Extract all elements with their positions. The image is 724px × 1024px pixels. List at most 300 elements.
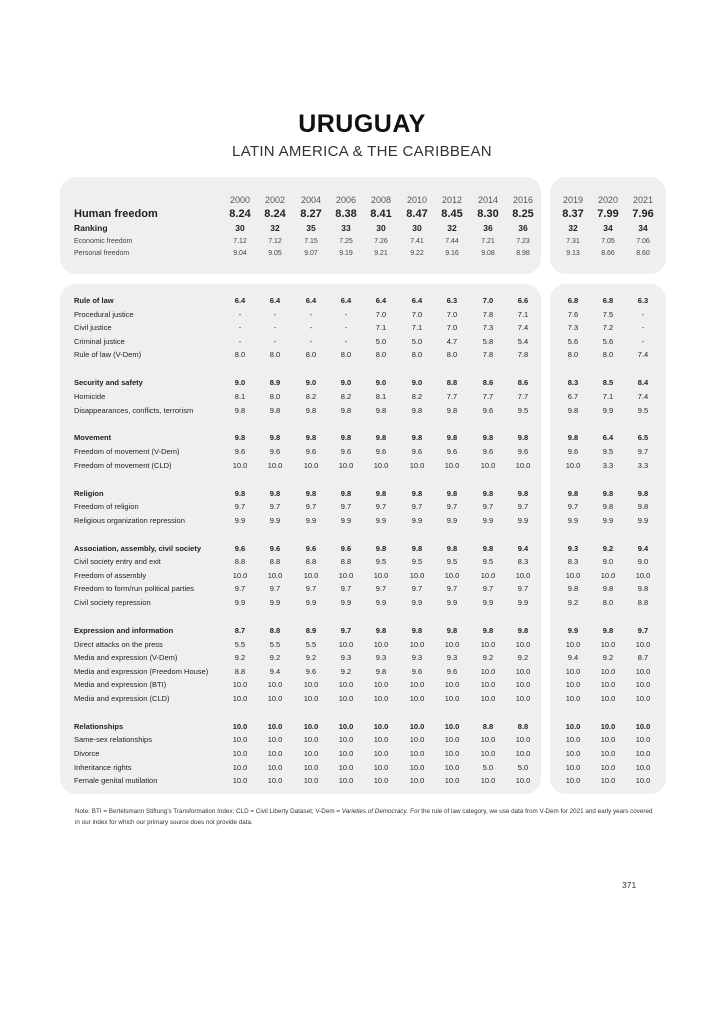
value-cell: 8.6	[482, 378, 494, 388]
value-cell: 10.0	[600, 693, 616, 703]
row-label: Female genital mutilation	[74, 776, 158, 786]
value-cell: 7.3	[567, 323, 579, 333]
value-cell: 9.4	[269, 666, 281, 676]
value-cell: 10.0	[635, 693, 651, 703]
value-cell: 7.1	[375, 323, 387, 333]
page-number: 371	[622, 880, 637, 890]
value-cell: 9.9	[602, 515, 614, 525]
indicator-row	[550, 501, 666, 513]
value-cell: 9.05	[268, 250, 282, 257]
indicator-row	[60, 570, 541, 582]
row-label: Direct attacks on the press	[74, 639, 163, 649]
value-cell: 8.8	[446, 378, 458, 388]
value-cell: 7.06	[636, 238, 650, 245]
row-label: Religion	[74, 488, 104, 498]
value-cell: 6.4	[269, 296, 281, 305]
value-cell: 9.8	[446, 433, 458, 443]
footnote	[75, 806, 655, 828]
year-header-row	[550, 193, 666, 207]
value-cell: 10.0	[267, 776, 283, 786]
value-cell: 9.9	[446, 515, 458, 525]
value-cell: 9.16	[445, 250, 459, 257]
value-cell: 9.8	[375, 433, 387, 443]
value-cell: 6.4	[305, 296, 317, 305]
value-cell: 10.0	[373, 639, 389, 649]
value-cell: 6.8	[602, 296, 614, 305]
value-cell: 8.8	[637, 598, 649, 607]
row-label: Movement	[74, 433, 112, 443]
value-cell: 5.5	[269, 639, 281, 649]
value-cell: 10.0	[303, 680, 319, 690]
row-label: Freedom to form/run political parties	[74, 584, 195, 594]
value-cell: 6.4	[411, 296, 423, 305]
value-cell: 7.6	[567, 309, 579, 319]
value-cell: 9.9	[482, 515, 494, 525]
value-cell: 9.9	[234, 515, 246, 525]
value-cell: 9.6	[567, 447, 579, 456]
value-cell: 9.8	[305, 488, 317, 498]
value-cell: 9.8	[340, 433, 352, 443]
value-cell: 10.0	[338, 460, 354, 470]
value-cell: 10.0	[565, 639, 581, 649]
value-cell: 8.0	[567, 350, 579, 360]
value-cell: 9.9	[637, 515, 649, 525]
value-cell: 10.0	[565, 735, 581, 745]
value-cell: 9.8	[567, 584, 579, 594]
value-cell: 9.7	[340, 625, 352, 635]
value-cell: 8.8	[234, 666, 246, 676]
value-cell: 10.0	[565, 680, 581, 690]
value-cell: 9.9	[375, 515, 387, 525]
value-cell: 10.0	[373, 762, 389, 772]
value-cell: 9.9	[269, 598, 281, 607]
value-cell: 7.7	[517, 391, 529, 401]
value-cell: 8.0	[602, 350, 614, 360]
year-header: 2008	[370, 195, 392, 205]
value-cell: 10.0	[635, 570, 651, 580]
indicator-row	[60, 556, 541, 568]
value-cell: 9.8	[340, 405, 352, 415]
row-label: Economic freedom	[74, 238, 133, 245]
value-cell: 10.0	[232, 693, 248, 703]
category-row	[550, 295, 666, 307]
value-cell: 10.0	[338, 735, 354, 745]
indicator-row	[550, 391, 666, 403]
value-cell: 9.6	[411, 666, 423, 676]
category-row	[550, 432, 666, 444]
value-cell: 9.7	[446, 584, 458, 594]
value-cell: 9.8	[411, 543, 423, 553]
value-cell: 7.0	[411, 309, 423, 319]
value-cell: 9.7	[375, 584, 387, 594]
value-cell: 36	[483, 223, 493, 233]
indicator-row	[60, 679, 541, 691]
value-cell: 8.5	[602, 378, 614, 388]
row-label: Civil society entry and exit	[74, 557, 161, 567]
indicator-row	[60, 666, 541, 678]
value-cell: 9.08	[481, 250, 495, 257]
value-cell: 8.2	[411, 391, 423, 401]
value-cell: 10.0	[515, 666, 531, 676]
value-cell: 10.0	[600, 721, 616, 731]
value-cell: 9.6	[375, 447, 387, 456]
value-cell: 9.9	[375, 598, 387, 607]
value-cell: 9.3	[567, 543, 579, 553]
value-cell: 10.0	[515, 639, 531, 649]
value-cell: 10.0	[565, 570, 581, 580]
value-cell: 10.0	[338, 749, 354, 758]
value-cell: 10.0	[373, 693, 389, 703]
value-cell: 9.9	[340, 598, 352, 607]
indicator-row	[60, 405, 541, 417]
value-cell: 10.0	[444, 749, 460, 758]
value-cell: 10.0	[600, 639, 616, 649]
value-cell: 34	[603, 223, 613, 233]
indicator-row	[550, 570, 666, 582]
value-cell: 9.9	[305, 515, 317, 525]
indicator-row	[60, 775, 541, 787]
value-cell: 7.23	[516, 238, 530, 245]
value-cell: 9.6	[482, 405, 494, 415]
value-cell: 6.4	[340, 296, 352, 305]
row-label: Personal freedom	[74, 250, 130, 257]
value-cell: 9.7	[517, 584, 529, 594]
value-cell: 8.24	[229, 208, 251, 220]
value-cell: 10.0	[409, 693, 425, 703]
value-cell: 10.0	[635, 666, 651, 676]
value-cell: 36	[518, 223, 528, 233]
summary-row	[60, 222, 541, 234]
value-cell: 10.0	[338, 570, 354, 580]
value-cell: 8.7	[637, 653, 649, 663]
value-cell: 10.0	[338, 680, 354, 690]
value-cell: 3.3	[602, 460, 614, 470]
value-cell: 10.0	[444, 570, 460, 580]
value-cell: 6.7	[567, 391, 579, 401]
value-cell: 9.9	[269, 515, 281, 525]
value-cell: 10.0	[515, 735, 531, 745]
value-cell: 9.0	[234, 378, 246, 388]
value-cell: 9.7	[269, 584, 281, 594]
value-cell: 10.0	[565, 749, 581, 758]
value-cell: 10.0	[480, 460, 496, 470]
value-cell: 6.3	[446, 296, 458, 305]
value-cell: 8.7	[234, 625, 246, 635]
value-cell: 10.0	[444, 721, 460, 731]
page-title: URUGUAY	[298, 110, 426, 138]
value-cell: 9.22	[410, 250, 424, 257]
value-cell: 9.5	[375, 557, 387, 567]
value-cell: 9.2	[517, 653, 529, 663]
category-row	[60, 295, 541, 307]
value-cell: 8.47	[406, 208, 428, 220]
indicator-row	[550, 639, 666, 651]
value-cell: 9.6	[305, 447, 317, 456]
value-cell: 9.6	[517, 447, 529, 456]
value-cell: 8.9	[269, 378, 281, 388]
value-cell: 5.5	[234, 639, 246, 649]
value-cell: 7.8	[517, 350, 529, 360]
value-cell: 10.0	[565, 776, 581, 786]
value-cell: 10.0	[373, 776, 389, 786]
value-cell: 8.30	[477, 208, 499, 220]
indicator-row	[550, 322, 666, 334]
value-cell: 34	[638, 223, 648, 233]
value-cell: 8.3	[517, 557, 529, 567]
value-cell: 10.0	[600, 762, 616, 772]
value-cell: 10.0	[600, 735, 616, 745]
value-cell: 8.8	[482, 721, 494, 731]
year-header: 2002	[264, 195, 286, 205]
value-cell: 9.6	[340, 447, 352, 456]
value-cell: 9.2	[234, 653, 246, 663]
category-row	[550, 488, 666, 500]
category-row	[60, 432, 541, 444]
row-label: Criminal justice	[74, 336, 125, 346]
value-cell: 8.0	[269, 350, 281, 360]
value-cell: 10.0	[565, 762, 581, 772]
row-label: Divorce	[74, 749, 100, 758]
value-cell: 9.9	[517, 598, 529, 607]
value-cell: 10.0	[409, 749, 425, 758]
value-cell: 6.6	[517, 296, 529, 305]
value-cell: 10.0	[232, 721, 248, 731]
indicator-row	[550, 460, 666, 472]
category-row	[60, 377, 541, 389]
category-row	[60, 721, 541, 733]
row-label: Media and expression (CLD)	[74, 693, 170, 703]
value-cell: 9.8	[637, 502, 649, 512]
value-cell: 9.8	[482, 433, 494, 443]
value-cell: 9.7	[305, 584, 317, 594]
value-cell: 9.13	[566, 250, 580, 257]
footnote-text-cont: . For the rule of law category, we use data from V-Dem for 2021 and early years covered in our index for which our primary source does not provide data.	[75, 808, 653, 826]
value-cell: 9.3	[446, 653, 458, 663]
value-cell: 9.5	[482, 557, 494, 567]
value-cell: 10.0	[515, 460, 531, 470]
value-cell: 9.9	[411, 515, 423, 525]
value-cell: 10.0	[409, 460, 425, 470]
value-cell: 7.15	[304, 238, 318, 245]
value-cell: 9.8	[602, 488, 614, 498]
value-cell: 10.0	[232, 570, 248, 580]
value-cell: 9.5	[602, 447, 614, 456]
value-cell: 9.7	[637, 447, 649, 456]
indicator-table-left	[60, 284, 541, 794]
value-cell: 9.8	[411, 405, 423, 415]
value-cell: 10.0	[600, 666, 616, 676]
value-cell: 9.2	[305, 653, 317, 663]
value-cell: 10.0	[338, 721, 354, 731]
indicator-row	[550, 734, 666, 746]
value-cell: 3.3	[637, 460, 649, 470]
value-cell: 9.19	[339, 250, 353, 257]
value-cell: 5.0	[517, 762, 529, 772]
value-cell: 10.0	[267, 693, 283, 703]
value-cell: 9.3	[375, 653, 387, 663]
value-cell: -	[641, 323, 645, 333]
indicator-row	[60, 336, 541, 348]
value-cell: 10.0	[515, 680, 531, 690]
year-header: 2010	[406, 195, 428, 205]
value-cell: 8.8	[234, 557, 246, 567]
value-cell: 9.7	[375, 502, 387, 512]
value-cell: 10.0	[373, 570, 389, 580]
value-cell: 10.0	[565, 460, 581, 470]
value-cell: 10.0	[373, 460, 389, 470]
value-cell: 8.0	[602, 598, 614, 607]
value-cell: 9.9	[340, 515, 352, 525]
value-cell: 8.6	[517, 378, 529, 388]
value-cell: 7.1	[602, 391, 614, 401]
value-cell: 9.8	[305, 405, 317, 415]
value-cell: 9.8	[375, 666, 387, 676]
value-cell: 32	[568, 223, 578, 233]
value-cell: 7.4	[637, 391, 649, 401]
value-cell: 7.0	[482, 296, 494, 305]
value-cell: 9.9	[517, 515, 529, 525]
value-cell: 8.66	[601, 250, 615, 257]
indicator-row	[60, 460, 541, 472]
value-cell: 8.25	[512, 208, 534, 220]
value-cell: 9.8	[411, 625, 423, 635]
value-cell: 8.8	[305, 557, 317, 567]
value-cell: 8.9	[305, 625, 317, 635]
indicator-row	[60, 652, 541, 664]
value-cell: 9.9	[482, 598, 494, 607]
value-cell: 10.0	[480, 680, 496, 690]
value-cell: 7.25	[339, 238, 353, 245]
value-cell: 10.0	[635, 735, 651, 745]
value-cell: 10.0	[303, 460, 319, 470]
row-label: Security and safety	[74, 378, 143, 388]
value-cell: 9.8	[269, 405, 281, 415]
value-cell: -	[641, 336, 645, 346]
value-cell: 9.6	[482, 447, 494, 456]
row-label: Freedom of religion	[74, 502, 139, 512]
value-cell: 30	[235, 223, 245, 233]
value-cell: 9.4	[637, 543, 649, 553]
value-cell: 10.0	[635, 749, 651, 758]
value-cell: 7.4	[637, 350, 649, 360]
value-cell: 9.8	[234, 488, 246, 498]
value-cell: 9.8	[340, 488, 352, 498]
value-cell: 9.0	[375, 378, 387, 388]
value-cell: 9.8	[482, 488, 494, 498]
value-cell: 7.1	[517, 309, 529, 319]
indicator-row	[550, 515, 666, 527]
value-cell: 9.6	[446, 447, 458, 456]
value-cell: 10.0	[373, 749, 389, 758]
value-cell: 10.0	[409, 570, 425, 580]
value-cell: 9.7	[411, 584, 423, 594]
value-cell: 5.0	[411, 336, 423, 346]
value-cell: 7.44	[445, 238, 459, 245]
value-cell: 10.0	[409, 762, 425, 772]
value-cell: 6.5	[637, 433, 649, 443]
value-cell: 10.0	[635, 762, 651, 772]
value-cell: 10.0	[515, 749, 531, 758]
value-cell: 9.5	[411, 557, 423, 567]
value-cell: 9.8	[446, 625, 458, 635]
value-cell: 8.0	[234, 350, 246, 360]
value-cell: 10.0	[303, 735, 319, 745]
value-cell: -	[309, 323, 313, 333]
year-header: 2006	[335, 195, 357, 205]
value-cell: 9.0	[340, 378, 352, 388]
value-cell: 8.4	[637, 378, 649, 388]
indicator-row	[60, 734, 541, 746]
value-cell: 10.0	[480, 570, 496, 580]
indicator-row	[550, 762, 666, 774]
value-cell: 10.0	[565, 666, 581, 676]
indicator-row	[550, 748, 666, 760]
value-cell: -	[273, 323, 277, 333]
value-cell: 10.0	[480, 735, 496, 745]
value-cell: 8.8	[269, 625, 281, 635]
year-header: 2019	[562, 195, 584, 205]
row-label: Media and expression (BTI)	[74, 680, 167, 690]
value-cell: 5.8	[482, 336, 494, 346]
value-cell: 7.41	[410, 238, 424, 245]
value-cell: 9.0	[602, 557, 614, 567]
value-cell: -	[344, 309, 348, 319]
value-cell: 9.7	[269, 502, 281, 512]
value-cell: 8.27	[300, 208, 322, 220]
value-cell: 9.8	[602, 584, 614, 594]
value-cell: -	[238, 309, 242, 319]
value-cell: 7.96	[632, 208, 654, 220]
indicator-row	[60, 583, 541, 595]
value-cell: 10.0	[480, 693, 496, 703]
row-label: Relationships	[74, 721, 124, 731]
footnote-text: Note: BTI = Bertelsmann Stiftung’s Transformation Index; CLD = Civil Liberty Dataset; V-Dem =	[75, 808, 342, 815]
value-cell: 6.4	[602, 433, 614, 443]
value-cell: 10.0	[480, 639, 496, 649]
value-cell: 9.0	[411, 378, 423, 388]
year-header: 2020	[597, 195, 619, 205]
value-cell: 9.2	[269, 653, 281, 663]
value-cell: 10.0	[303, 776, 319, 786]
value-cell: 9.7	[411, 502, 423, 512]
value-cell: 10.0	[409, 776, 425, 786]
value-cell: 10.0	[565, 721, 581, 731]
value-cell: -	[344, 336, 348, 346]
row-label: Expression and information	[74, 625, 174, 635]
value-cell: 8.3	[567, 378, 579, 388]
row-label: Freedom of movement (CLD)	[74, 460, 172, 470]
value-cell: 10.0	[480, 776, 496, 786]
value-cell: 10.0	[635, 680, 651, 690]
value-cell: 8.0	[340, 350, 352, 360]
value-cell: 9.8	[411, 433, 423, 443]
value-cell: 10.0	[480, 749, 496, 758]
category-row	[550, 721, 666, 733]
indicator-row	[550, 349, 666, 361]
value-cell: 6.8	[567, 296, 579, 305]
value-cell: 10.0	[515, 693, 531, 703]
value-cell: 9.7	[340, 584, 352, 594]
value-cell: 9.9	[234, 598, 246, 607]
value-cell: 7.12	[233, 238, 247, 245]
value-cell: 10.0	[303, 721, 319, 731]
value-cell: 9.0	[305, 378, 317, 388]
value-cell: 10.0	[600, 749, 616, 758]
year-header: 2012	[441, 195, 463, 205]
category-row	[550, 377, 666, 389]
value-cell: 5.0	[375, 336, 387, 346]
indicator-row	[550, 336, 666, 348]
